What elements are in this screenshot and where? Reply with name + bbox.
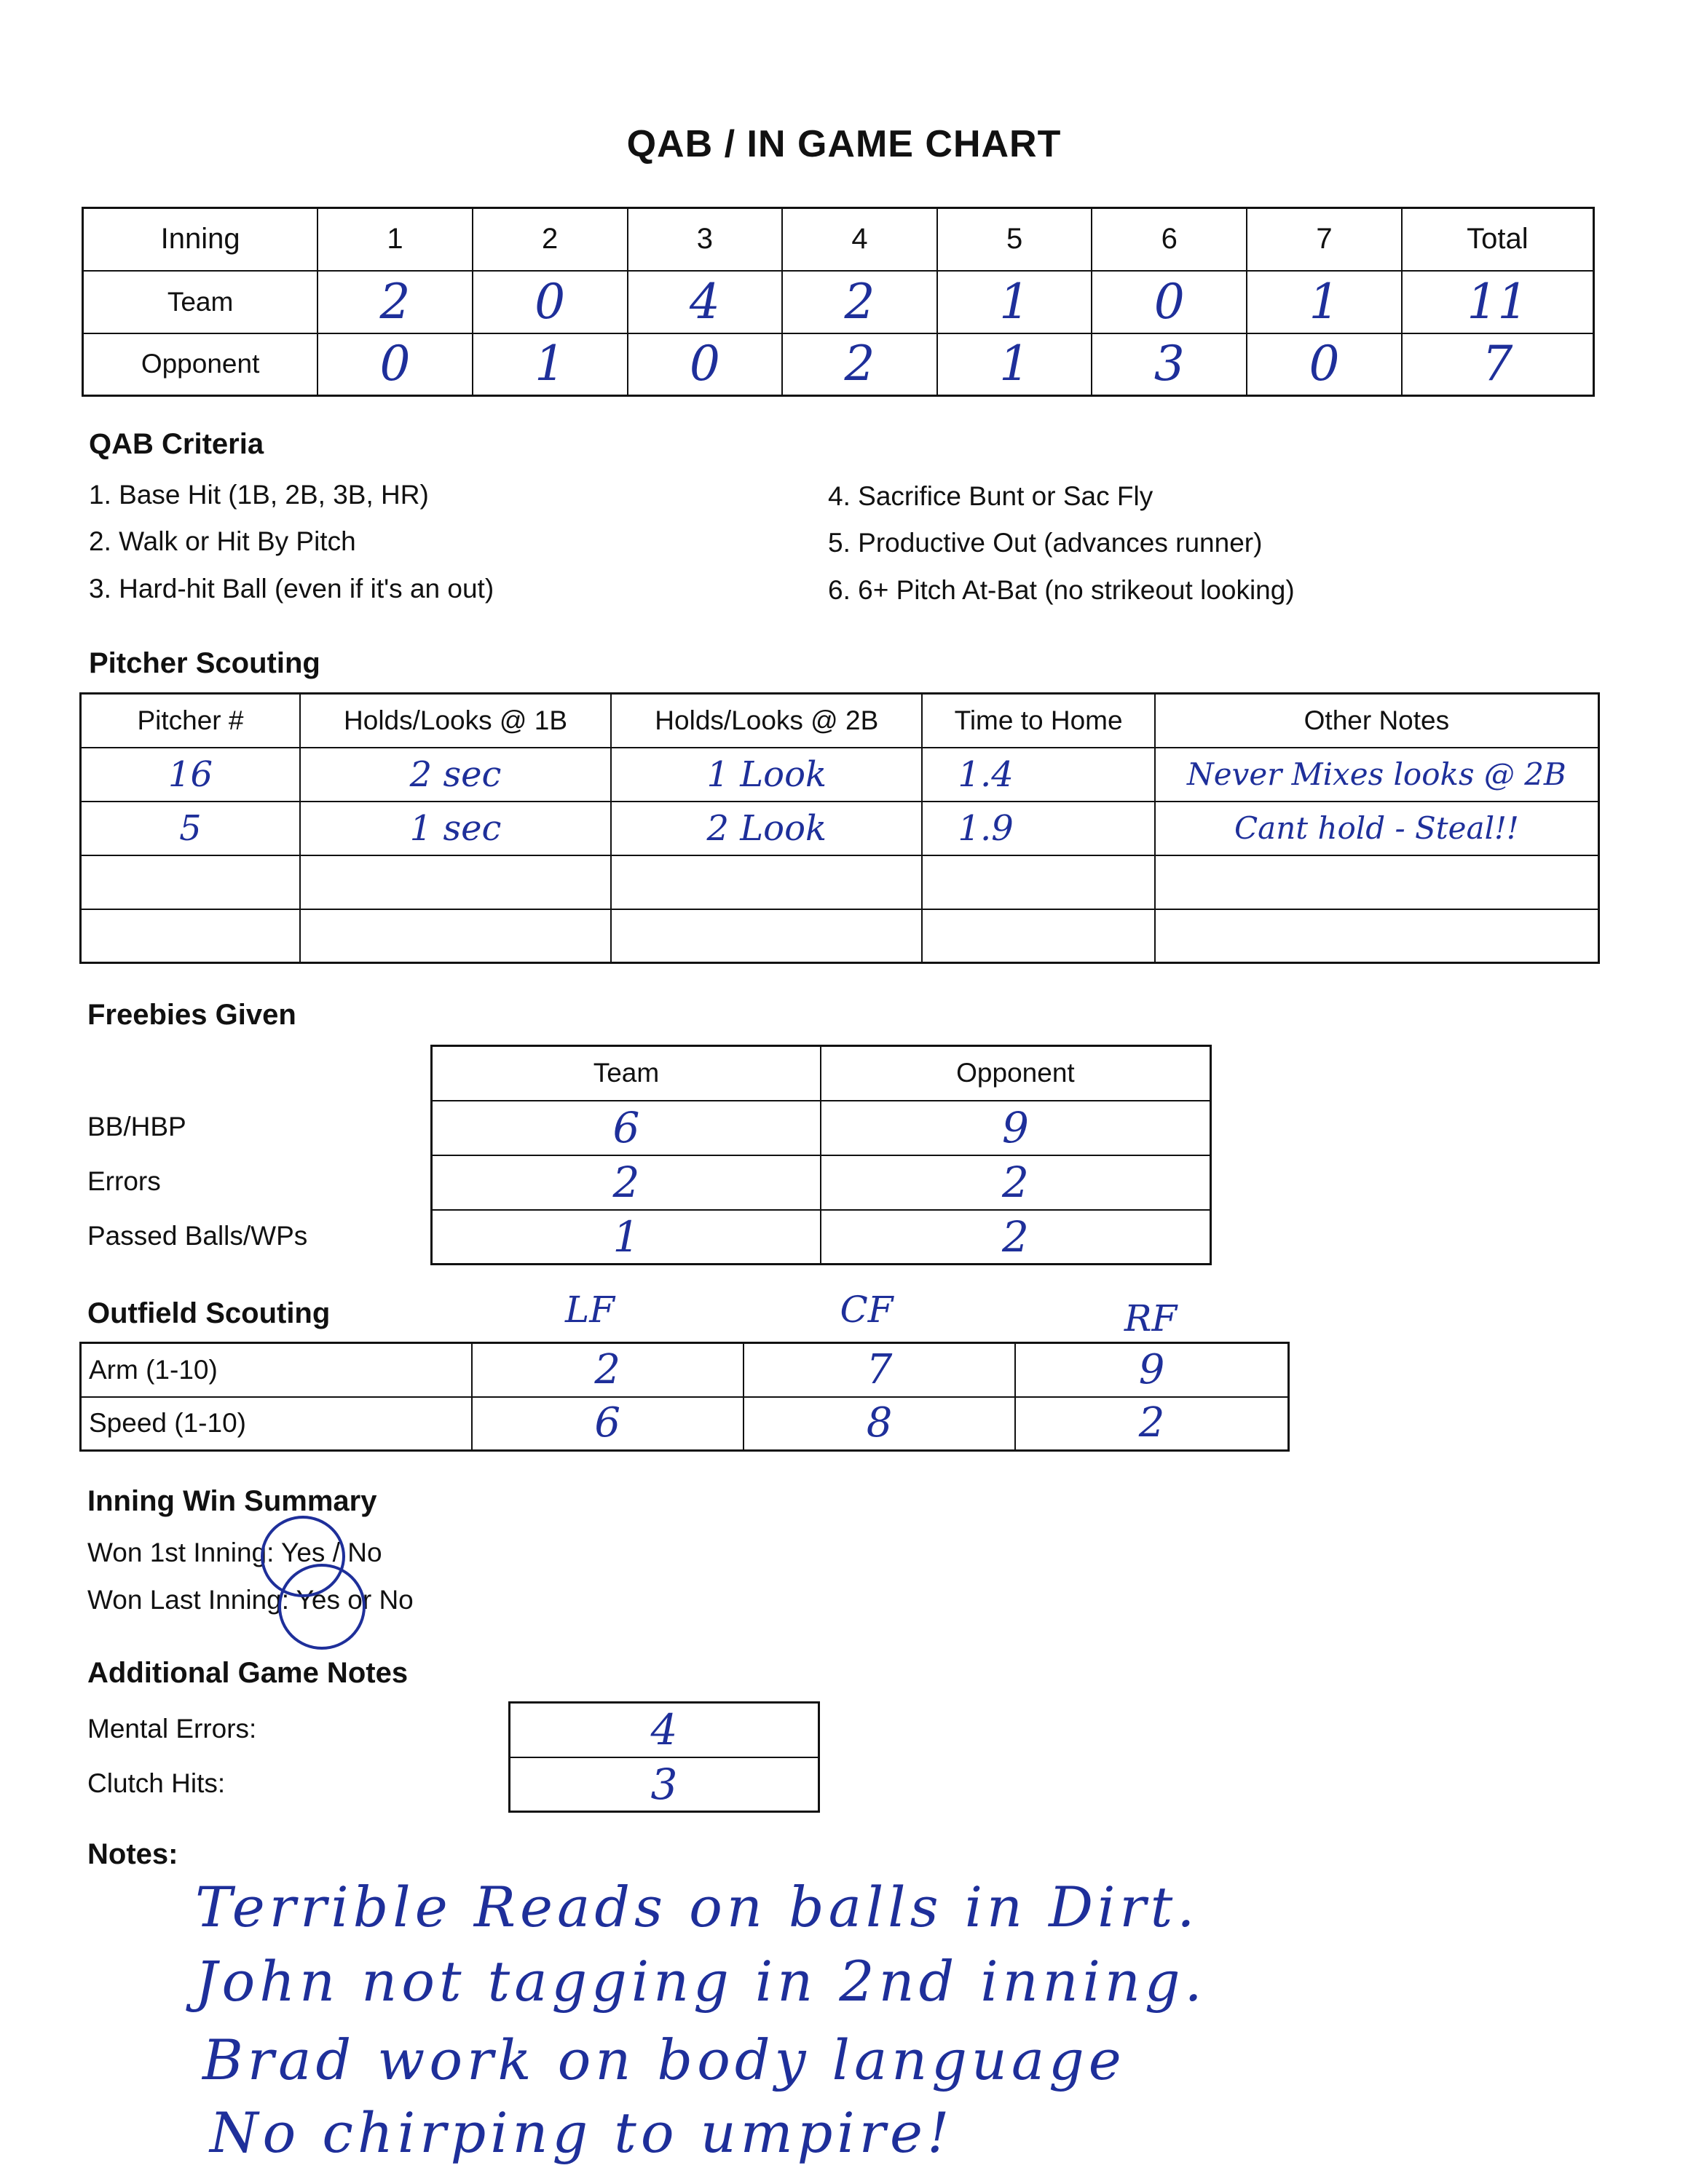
page-title: QAB / IN GAME CHART xyxy=(626,123,1062,165)
pitcher-4-time-home xyxy=(922,909,1154,963)
team-score-6: 0 xyxy=(1092,271,1247,333)
mental-errors-value: 4 xyxy=(510,1703,819,1757)
won-last-inning-prefix: Won Last Inning: xyxy=(87,1585,296,1615)
won-first-inning-sep: / xyxy=(325,1538,348,1567)
header-inning-5: 5 xyxy=(937,208,1092,271)
won-last-inning-yes: Yes xyxy=(296,1585,340,1615)
freebie-errors-opponent: 2 xyxy=(821,1155,1211,1210)
freebie-errors-team: 2 xyxy=(432,1155,821,1210)
opponent-score-7: 0 xyxy=(1247,333,1402,396)
team-score-4: 2 xyxy=(782,271,937,333)
opponent-score-4: 2 xyxy=(782,333,937,396)
row-label-team: Team xyxy=(83,271,318,333)
qab-criterion-4: 4. Sacrifice Bunt or Sac Fly xyxy=(828,481,1153,511)
opponent-score-5: 1 xyxy=(937,333,1092,396)
pitcher-4-holds-2b xyxy=(611,909,922,963)
outfield-scouting-table xyxy=(79,1342,1290,1452)
qab-criterion-5: 5. Productive Out (advances runner) xyxy=(828,528,1263,558)
notes-line-3: Brad work on body language xyxy=(202,2027,1126,2092)
pitcher-3-holds-1b xyxy=(300,855,611,909)
freebie-passed-balls-team: 1 xyxy=(432,1210,821,1265)
won-last-inning-sep: or xyxy=(339,1585,379,1615)
opponent-score-3: 0 xyxy=(628,333,783,396)
freebie-label-errors: Errors xyxy=(87,1166,161,1196)
pitcher-1-time-home: 1.4 xyxy=(922,748,1154,802)
notes-line-1: Terrible Reads on balls in Dirt. xyxy=(195,1875,1199,1939)
freebies-table xyxy=(430,1045,1212,1265)
notes-line-4: No chirping to umpire! xyxy=(210,2100,954,2165)
team-score-7: 1 xyxy=(1247,271,1402,333)
pitcher-2-holds-1b: 1 sec xyxy=(300,802,611,855)
won-first-inning-yes: Yes xyxy=(281,1538,326,1567)
team-score-3: 4 xyxy=(628,271,783,333)
notes-line-2: John not tagging in 2nd inning. xyxy=(195,1949,1207,2014)
team-score-2: 0 xyxy=(473,271,628,333)
outfield-arm-cf: 7 xyxy=(744,1343,1015,1397)
header-total: Total xyxy=(1402,208,1594,271)
header-inning-2: 2 xyxy=(473,208,628,271)
header-inning-7: 7 xyxy=(1247,208,1402,271)
header-inning-1: 1 xyxy=(318,208,473,271)
opponent-score-6: 3 xyxy=(1092,333,1247,396)
qab-criterion-1: 1. Base Hit (1B, 2B, 3B, HR) xyxy=(89,480,429,510)
header-time-to-home: Time to Home xyxy=(922,694,1154,748)
opponent-score-1: 0 xyxy=(318,333,473,396)
outfield-label-speed: Speed (1-10) xyxy=(81,1397,472,1451)
pitcher-3-time-home xyxy=(922,855,1154,909)
freebie-passed-balls-opponent: 2 xyxy=(821,1210,1211,1265)
header-inning-3: 3 xyxy=(628,208,783,271)
outfield-position-cf: CF xyxy=(840,1289,894,1331)
won-last-inning-no: No xyxy=(379,1585,414,1615)
header-holds-1b: Holds/Looks @ 1B xyxy=(300,694,611,748)
pitcher-1-notes: Never Mixes looks @ 2B xyxy=(1155,748,1599,802)
team-score-5: 1 xyxy=(937,271,1092,333)
outfield-arm-rf: 9 xyxy=(1015,1343,1288,1397)
outfield-speed-rf: 2 xyxy=(1015,1397,1288,1451)
pitcher-2-number: 5 xyxy=(81,802,300,855)
outfield-position-rf: RF xyxy=(1124,1297,1178,1340)
pitcher-1-holds-2b: 1 Look xyxy=(611,748,922,802)
pitcher-4-number xyxy=(81,909,300,963)
pitcher-3-holds-2b xyxy=(611,855,922,909)
pitcher-2-notes: Cant hold - Steal!! xyxy=(1155,802,1599,855)
inning-score-table xyxy=(82,207,1595,397)
header-holds-2b: Holds/Looks @ 2B xyxy=(611,694,922,748)
pitcher-3-number xyxy=(81,855,300,909)
freebies-header-opponent: Opponent xyxy=(821,1046,1211,1101)
freebie-bb-hbp-opponent: 9 xyxy=(821,1101,1211,1155)
additional-notes-heading: Additional Game Notes xyxy=(87,1657,409,1689)
won-last-inning-circle xyxy=(278,1564,366,1650)
team-score-total: 11 xyxy=(1402,271,1594,333)
inning-win-heading: Inning Win Summary xyxy=(87,1485,377,1517)
pitcher-4-holds-1b xyxy=(300,909,611,963)
header-inning-6: 6 xyxy=(1092,208,1247,271)
outfield-arm-lf: 2 xyxy=(472,1343,744,1397)
won-first-inning-no: No xyxy=(347,1538,382,1567)
row-label-opponent: Opponent xyxy=(83,333,318,396)
clutch-hits-label: Clutch Hits: xyxy=(87,1768,226,1798)
qab-criteria-heading: QAB Criteria xyxy=(89,428,264,460)
pitcher-4-notes xyxy=(1155,909,1599,963)
pitcher-scouting-heading: Pitcher Scouting xyxy=(89,647,320,679)
outfield-position-lf: LF xyxy=(565,1289,615,1331)
opponent-score-total: 7 xyxy=(1402,333,1594,396)
freebie-label-passed-balls: Passed Balls/WPs xyxy=(87,1221,308,1251)
qab-criterion-3: 3. Hard-hit Ball (even if it's an out) xyxy=(89,574,494,604)
notes-heading: Notes: xyxy=(87,1838,178,1870)
freebies-heading: Freebies Given xyxy=(87,999,296,1031)
freebie-bb-hbp-team: 6 xyxy=(432,1101,821,1155)
header-inning: Inning xyxy=(83,208,318,271)
header-inning-4: 4 xyxy=(782,208,937,271)
additional-notes-table xyxy=(508,1701,820,1813)
pitcher-2-time-home: 1.9 xyxy=(922,802,1154,855)
pitcher-2-holds-2b: 2 Look xyxy=(611,802,922,855)
team-score-1: 2 xyxy=(318,271,473,333)
mental-errors-label: Mental Errors: xyxy=(87,1714,257,1744)
outfield-speed-lf: 6 xyxy=(472,1397,744,1451)
freebie-label-bb-hbp: BB/HBP xyxy=(87,1112,186,1142)
pitcher-scouting-table xyxy=(79,692,1600,964)
header-pitcher-number: Pitcher # xyxy=(81,694,300,748)
header-other-notes: Other Notes xyxy=(1155,694,1599,748)
qab-criterion-6: 6. 6+ Pitch At-Bat (no strikeout looking) xyxy=(828,575,1295,605)
opponent-score-2: 1 xyxy=(473,333,628,396)
pitcher-1-number: 16 xyxy=(81,748,300,802)
won-first-inning-prefix: Won 1st Inning: xyxy=(87,1538,282,1567)
pitcher-1-holds-1b: 2 sec xyxy=(300,748,611,802)
qab-criterion-2: 2. Walk or Hit By Pitch xyxy=(89,526,356,556)
outfield-scouting-heading: Outfield Scouting xyxy=(87,1297,331,1329)
outfield-speed-cf: 8 xyxy=(744,1397,1015,1451)
outfield-label-arm: Arm (1-10) xyxy=(81,1343,472,1397)
freebies-header-team: Team xyxy=(432,1046,821,1101)
pitcher-3-notes xyxy=(1155,855,1599,909)
clutch-hits-value: 3 xyxy=(510,1757,819,1812)
